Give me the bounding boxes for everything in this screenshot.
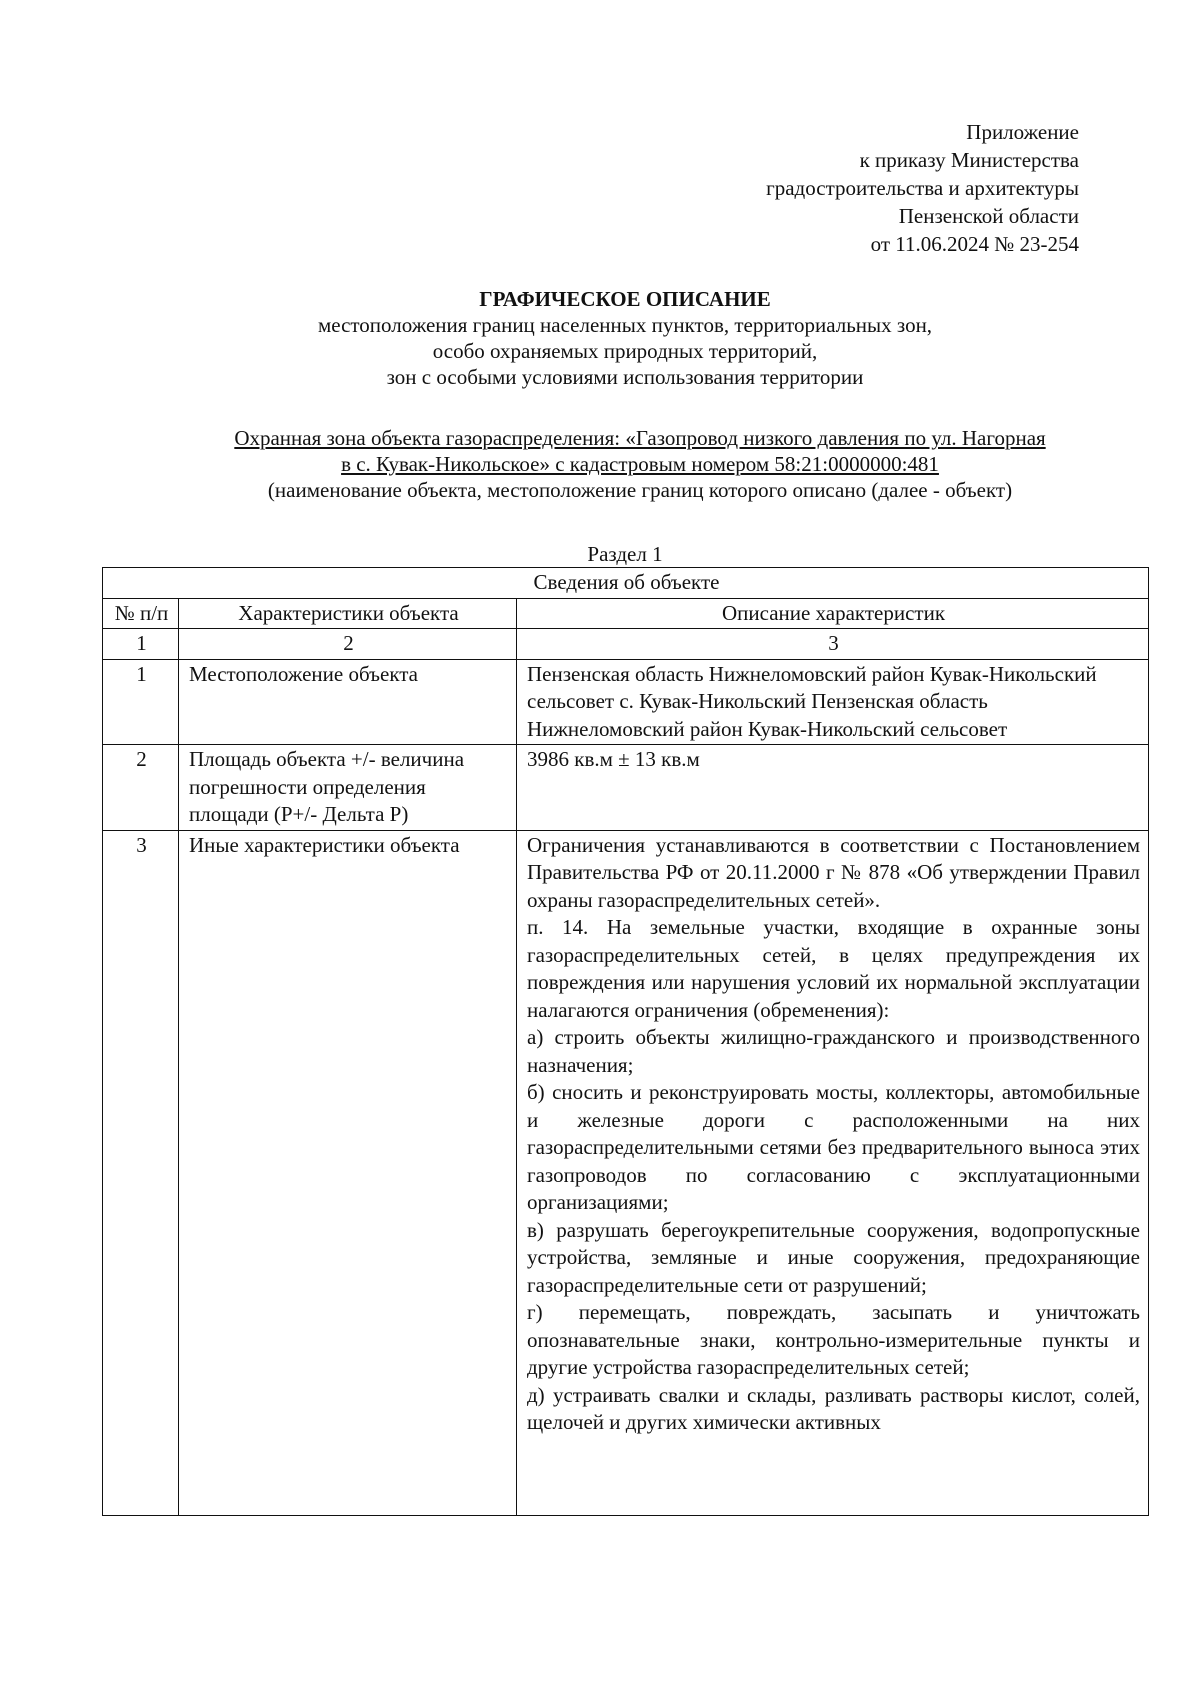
subtitle-line: зон с особыми условиями использования территории xyxy=(386,365,864,389)
section-label: Раздел 1 xyxy=(587,542,663,566)
table-row xyxy=(103,830,1149,1515)
table-header-row xyxy=(103,598,1149,629)
row-description xyxy=(517,830,1149,1515)
row-characteristic: Местоположение объекта xyxy=(179,659,517,745)
object-name-line: в с. Кувак-Никольское» с кадастровым номером 58:21:0000000:481 xyxy=(341,452,939,476)
object-name-block xyxy=(140,425,1140,503)
table-title: Сведения об объекте xyxy=(103,568,1149,599)
document-title: ГРАФИЧЕСКОЕ ОПИСАНИЕ xyxy=(479,287,771,311)
column-number: 1 xyxy=(103,629,179,660)
object-info-table xyxy=(102,567,1149,1516)
appendix-line: от 11.06.2024 № 23-254 xyxy=(870,232,1079,256)
table-title-row xyxy=(103,568,1149,599)
description-paragraph: Ограничения устанавливаются в соответствии с Постановлением Правительства РФ от 20.11.2000 г № 878 «Об утверждении Правил охраны газораспределительных сетей». xyxy=(527,832,1140,912)
row-description: Пензенская область Нижнеломовский район Кувак-Никольский сельсовет с. Кувак-Никольский Пензенская область Нижнеломовский район Кувак-Никольский сельсовет xyxy=(517,659,1149,745)
document-heading xyxy=(100,286,1150,390)
object-caption: (наименование объекта, местоположение границ которого описано (далее - объект) xyxy=(267,478,1013,502)
subtitle-line: местоположения границ населенных пунктов, территориальных зон, xyxy=(317,313,933,337)
column-number: 2 xyxy=(179,629,517,660)
row-number: 3 xyxy=(103,830,179,1515)
appendix-header xyxy=(766,118,1079,258)
row-characteristic: Площадь объекта +/- величина погрешности определения площади (P+/- Дельта P) xyxy=(179,745,517,831)
description-paragraph: г) перемещать, повреждать, засыпать и уничтожать опознавательные знаки, контрольно-измерительные пункты и другие устройства газораспределительных сетей; xyxy=(527,1300,1140,1379)
description-paragraph: б) сносить и реконструировать мосты, коллекторы, автомобильные и железные дороги с расположенными на них газораспределительными сетями без предварительного выноса этих газопроводов по согласованию с эксплуатационными организациями; xyxy=(527,1080,1140,1214)
appendix-line: Приложение xyxy=(966,120,1079,144)
column-header: Характеристики объекта xyxy=(179,598,517,629)
description-paragraph: в) разрушать берегоукрепительные сооружения, водопропускные устройства, земляные и иные сооружения, предохраняющие газораспределительные сети от разрушений; xyxy=(527,1217,1140,1297)
appendix-line: градостроительства и архитектуры xyxy=(766,176,1079,200)
column-number: 3 xyxy=(517,629,1149,660)
row-number: 1 xyxy=(103,659,179,745)
row-number: 2 xyxy=(103,745,179,831)
row-description: 3986 кв.м ± 13 кв.м xyxy=(517,745,1149,831)
column-header: № п/п xyxy=(103,598,179,629)
row-characteristic: Иные характеристики объекта xyxy=(179,830,517,1515)
appendix-line: к приказу Министерства xyxy=(859,148,1079,172)
object-name-line: Охранная зона объекта газораспределения: «Газопровод низкого давления по ул. Нагорная xyxy=(234,426,1046,450)
table-row xyxy=(103,745,1149,831)
column-header: Описание характеристик xyxy=(517,598,1149,629)
description-paragraph: а) строить объекты жилищно-гражданского и производственного назначения; xyxy=(527,1025,1140,1077)
subtitle-line: особо охраняемых природных территорий, xyxy=(432,339,818,363)
table-row xyxy=(103,659,1149,745)
description-paragraph: п. 14. На земельные участки, входящие в охранные зоны газораспределительных сетей, в целях предупреждения их повреждения или нарушения условий их нормальной эксплуатации налагаются ограничения (обременения): xyxy=(527,915,1140,1022)
appendix-line: Пензенской области xyxy=(898,204,1079,228)
column-number-row xyxy=(103,629,1149,660)
description-paragraph: д) устраивать свалки и склады, разливать растворы кислот, солей, щелочей и других химически активных xyxy=(527,1382,1140,1434)
